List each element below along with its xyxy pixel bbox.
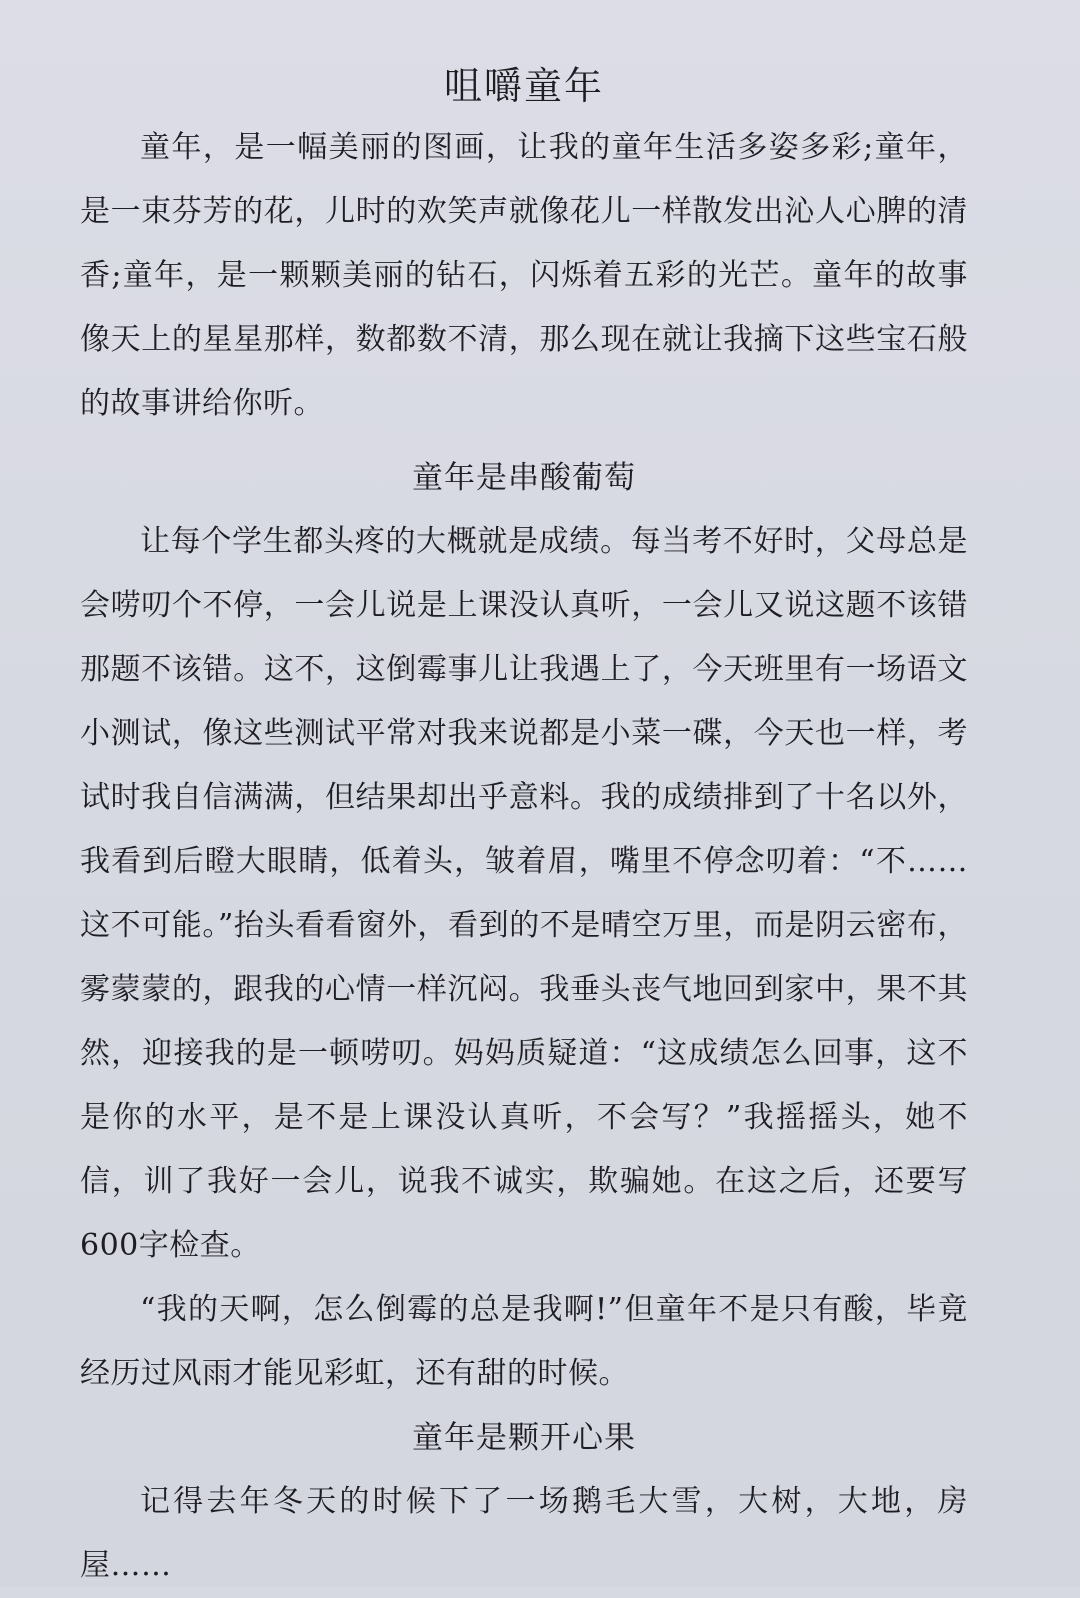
document-title: 咀嚼童年 — [443, 64, 604, 108]
section-1-paragraph-2: “我的天啊，怎么倒霉的总是我啊!”但童年不是只有酸，毕竟经历过风雨才能见彩虹，还有甜的时候。 — [80, 1292, 968, 1391]
section-2-paragraph-1: 记得去年冬天的时候下了一场鹅毛大雪，大树，大地，房屋…… — [80, 1484, 968, 1583]
section-heading-sour-grapes: 童年是串酸葡萄 — [412, 460, 636, 496]
intro-paragraph: 童年，是一幅美丽的图画，让我的童年生活多姿多彩;童年，是一束芬芳的花，儿时的欢笑声就像花儿一样散发出沁人心脾的清香;童年，是一颗颗美丽的钻石，闪烁着五彩的光芒。童年的故事像天上的星星那样，数都数不清，那么现在就让我摘下这些宝石般的故事讲给你听。 — [80, 130, 968, 421]
section-1-paragraph-1: 让每个学生都头疼的大概就是成绩。每当考不好时，父母总是会唠叨个不停，一会儿说是上课没认真听，一会儿又说这题不该错那题不该错。这不，这倒霉事儿让我遇上了，今天班里有一场语文小测试，像这些测试平常对我来说都是小菜一碟，今天也一样，考试时我自信满满，但结果却出乎意料。我的成绩排到了十名以外，我看到后瞪大眼睛，低着头，皱着眉，嘴里不停念叨着：“不……这不可能。”抬头看看窗外，看到的不是晴空万里，而是阴云密布，雾蒙蒙的，跟我的心情一样沉闷。我垂头丧气地回到家中，果不其然，迎接我的是一顿唠叨。妈妈质疑道：“这成绩怎么回事，这不是你的水平，是不是上课没认真听，不会写？”我摇摇头，她不信，训了我好一会儿，说我不诚实，欺骗她。在这之后，还要写600字检查。 — [80, 524, 968, 1263]
section-heading-pistachio: 童年是颗开心果 — [412, 1420, 636, 1456]
